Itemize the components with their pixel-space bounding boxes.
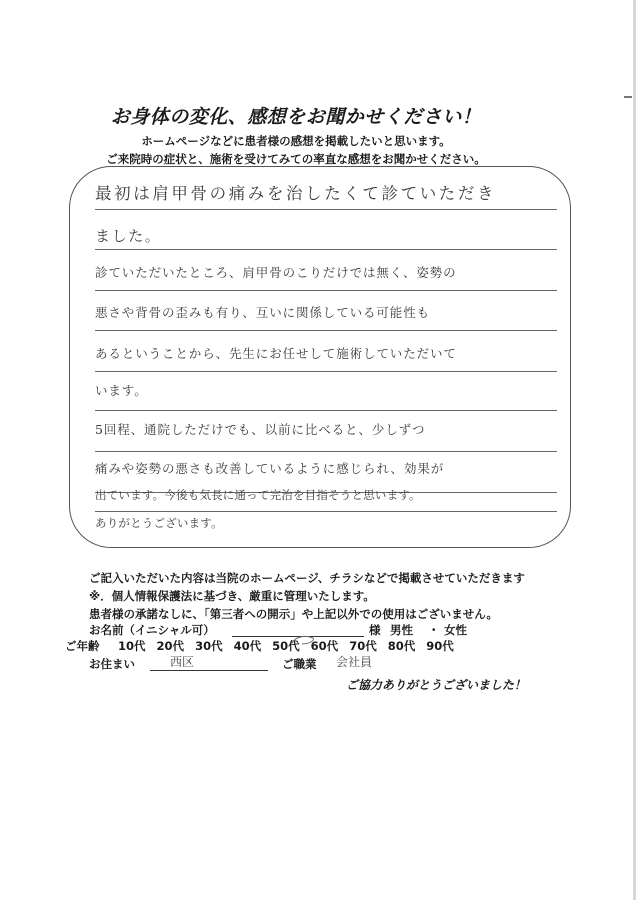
notice-line-1: ご記入いただいた内容は当院のホームページ、チラシなどで掲載させていただきます bbox=[89, 571, 525, 585]
ruled-line bbox=[95, 290, 557, 291]
comment-line-6: います。 bbox=[95, 383, 148, 398]
age-option-50s[interactable]: 50代 bbox=[272, 639, 300, 653]
ruled-line bbox=[95, 249, 557, 250]
name-label: お名前（イニシャル可） bbox=[89, 623, 215, 637]
comment-line-7: 5回程、通院しただけでも、以前に比べると、少しずつ bbox=[95, 422, 426, 437]
age-option-30s[interactable]: 30代 bbox=[195, 639, 223, 653]
gender-male-option[interactable]: 男性 bbox=[390, 623, 413, 637]
occupation-label: ご職業 bbox=[282, 657, 317, 671]
comment-line-8: 痛みや姿勢の悪さも改善しているように感じられ、効果が bbox=[95, 461, 445, 476]
age-option-70s[interactable]: 70代 bbox=[349, 639, 377, 653]
age-option-20s[interactable]: 20代 bbox=[156, 639, 185, 653]
ruled-line bbox=[95, 330, 557, 331]
age-option-40s[interactable]: 40代 bbox=[233, 639, 262, 653]
comment-line-10: ありがとうございます。 bbox=[95, 516, 223, 530]
comment-line-1: 最初は肩甲骨の痛みを治したくて診ていただき bbox=[95, 184, 497, 203]
address-label: お住まい bbox=[89, 657, 135, 671]
comment-line-3: 診ていただいたところ、肩甲骨のこりだけでは無く、姿勢の bbox=[95, 265, 457, 280]
comment-line-9: 出ています。今後も気長に通って完治を目指そうと思います。 bbox=[95, 488, 421, 502]
corner-mark bbox=[624, 96, 632, 98]
honorific-label: 様 bbox=[369, 623, 381, 637]
intro-line-1: ホームページなどに患者様の感想を掲載したいと思います。 bbox=[141, 134, 451, 148]
pen-circle-mark bbox=[290, 634, 316, 646]
ruled-line bbox=[95, 410, 557, 411]
occupation-value: 会社員 bbox=[336, 655, 373, 669]
address-value: 西区 bbox=[170, 655, 195, 669]
comment-line-2: ました。 bbox=[95, 227, 162, 245]
thanks-message: ご協力ありがとうございました！ bbox=[346, 678, 527, 692]
notice-line-2: ※．個人情報保護法に基づき、厳重に管理いたします。 bbox=[89, 589, 375, 603]
ruled-line bbox=[95, 511, 557, 512]
address-field[interactable] bbox=[150, 670, 268, 671]
gender-separator: ・ bbox=[428, 623, 440, 637]
intro-line-2: ご来院時の症状と、施術を受けてみての率直な感想をお聞かせください。 bbox=[106, 152, 486, 166]
age-option-60s[interactable]: 60代 bbox=[310, 639, 339, 653]
comment-line-4: 悪さや背骨の歪みも有り、互いに関係している可能性も bbox=[95, 305, 431, 320]
gender-female-option[interactable]: 女性 bbox=[444, 623, 467, 637]
age-option-80s[interactable]: 80代 bbox=[387, 639, 416, 653]
comment-line-5: あるということから、先生にお任せして施術していただいて bbox=[95, 346, 457, 361]
age-label: ご年齢 bbox=[65, 639, 100, 653]
age-option-10s[interactable]: 10代 bbox=[118, 639, 146, 653]
ruled-line bbox=[95, 451, 557, 452]
page-title: お身体の変化、感想をお聞かせください！ bbox=[110, 106, 482, 128]
age-option-90s[interactable]: 90代 bbox=[426, 639, 454, 653]
ruled-line bbox=[95, 371, 557, 372]
ruled-line bbox=[95, 209, 557, 210]
notice-line-3: 患者様の承諾なしに、「第三者への開示」や上記以外での使用はございません。 bbox=[89, 607, 498, 621]
